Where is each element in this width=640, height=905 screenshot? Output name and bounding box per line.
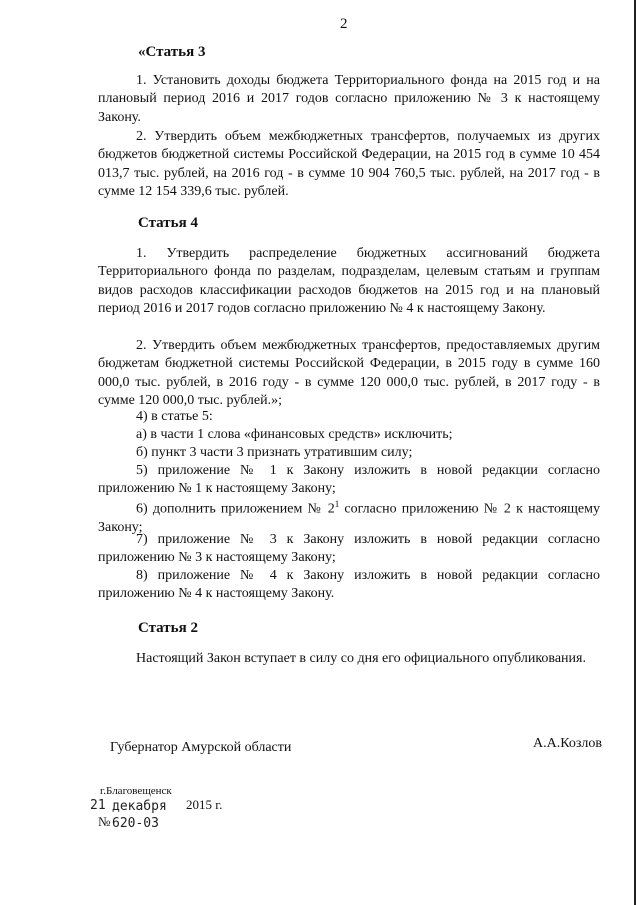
item-4-b: б) пункт 3 части 3 признать утратившим силу; <box>136 445 413 460</box>
footer-month: декабря <box>112 799 167 814</box>
article-3-paragraph-2: 2. Утвердить объем межбюджетных трансфертов, получаемых из других бюджетов бюджетной системы Российской Федерации, на 2015 год в сумме 10 454 013,7 тыс. рублей, на 2016 год - в сумме 10 904 760,5 тыс. рублей, на 2017 год - в сумме 12 154 339,6 тыс. рублей. <box>98 129 600 200</box>
footer-number: 620-03 <box>112 816 159 831</box>
item-7: 7) приложение № 3 к Закону изложить в новой редакции согласно приложению № 3 к настоящему Закону; <box>98 532 600 566</box>
footer-day: 21 <box>90 798 106 813</box>
footer-number-sign: № <box>98 814 111 829</box>
article-3-heading: «Статья 3 <box>138 44 206 60</box>
governor-title: Губернатор Амурской области <box>110 740 292 755</box>
governor-name: А.А.Козлов <box>533 736 602 751</box>
article-4-paragraph-2: 2. Утвердить объем межбюджетных трансфертов, предоставляемых другим бюджетам бюджетной системы Российской Федерации, в 2015 году в сумме 160 000,0 тыс. рублей, в 2016 году - в сумме 120 000,0 тыс. рублей, в 2017 году - в сумме 120 000,0 тыс. рублей.»; <box>98 338 600 409</box>
article-2-heading: Статья 2 <box>138 620 198 636</box>
item-6-superscript: 1 <box>334 499 340 509</box>
footer-city: г.Благовещенск <box>100 785 172 797</box>
article-4-heading: Статья 4 <box>138 215 198 231</box>
item-5: 5) приложение № 1 к Закону изложить в новой редакции согласно приложению № 1 к настоящему Закону; <box>98 463 600 497</box>
item-4-a: а) в части 1 слова «финансовых средств» исключить; <box>136 427 453 442</box>
item-8: 8) приложение № 4 к Закону изложить в новой редакции согласно приложению № 4 к настоящему Закону. <box>98 568 600 602</box>
item-4: 4) в статье 5: <box>136 409 213 424</box>
article-4-paragraph-1: 1. Утвердить распределение бюджетных ассигнований бюджета Территориального фонда по разделам, подразделам, целевым статьям и группам видов расходов классификации расходов бюджетов на 2015 год и на плановый период 2016 и 2017 годов согласно приложению № 4 к настоящему Закону. <box>98 246 600 317</box>
footer-year: 2015 г. <box>186 797 223 812</box>
scan-edge-line <box>634 0 636 905</box>
article-2-paragraph-1: Настоящий Закон вступает в силу со дня его официального опубликования. <box>136 651 586 666</box>
page-number: 2 <box>340 16 348 32</box>
item-6-text-a: 6) дополнить приложением № 2 <box>136 501 335 517</box>
article-3-paragraph-1: 1. Установить доходы бюджета Территориального фонда на 2015 год и на плановый период 2016 и 2017 годов согласно приложению № 3 к настоящему Закону. <box>98 73 600 125</box>
item-6-text-b: согласно приложению № 2 к настоящему Закону; <box>98 501 600 536</box>
